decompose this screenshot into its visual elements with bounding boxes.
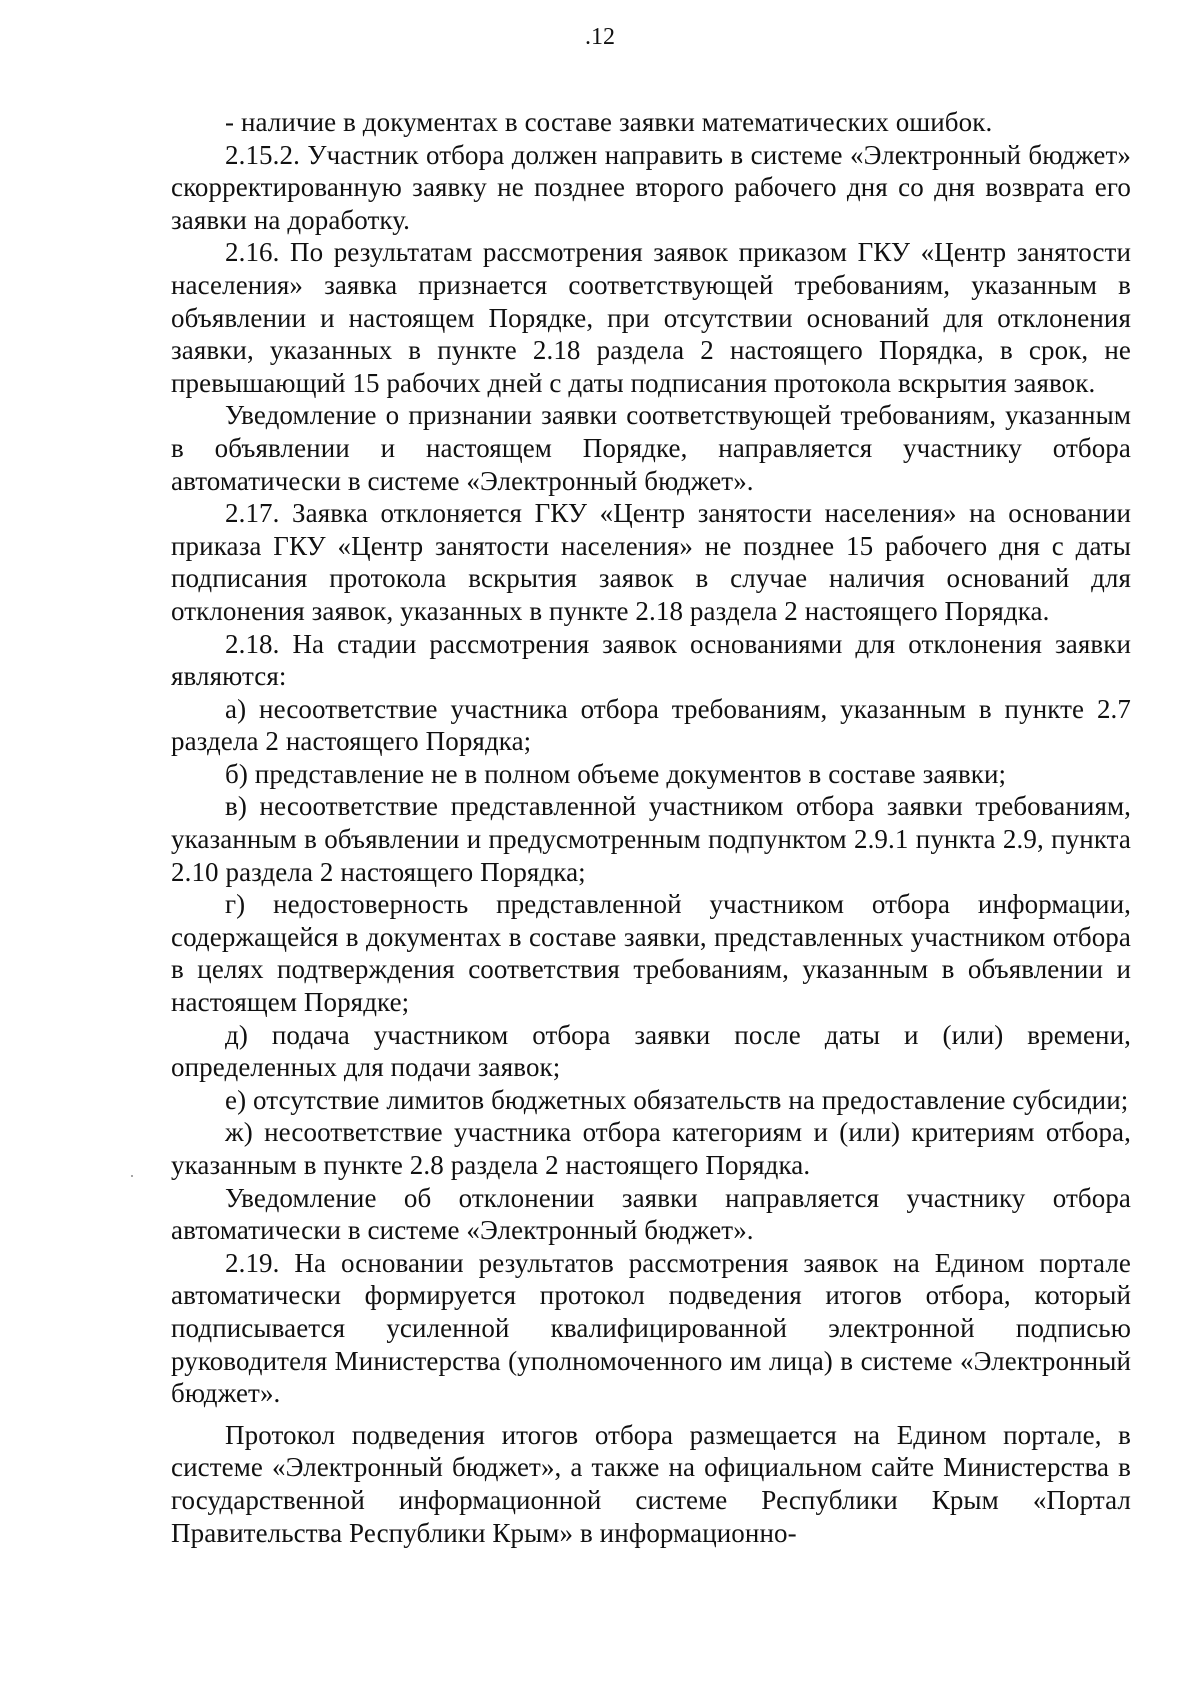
list-item-zh: ж) несоответствие участника отбора категориям и (или) критериям отбора, указанным в пункте 2.8 раздела 2 настоящего Порядка. xyxy=(171,1117,1131,1180)
paragraph-protocol-publication: Протокол подведения итогов отбора размещается на Едином портале, в системе «Электронный бюджет», а также на официальном сайте Министерства в государственной информационной системе Республики Крым «Портал Правительства Республики Крым» в информационно- xyxy=(171,1419,1131,1548)
document-body xyxy=(171,106,1131,1549)
list-item-v: в) несоответствие представленной участником отбора заявки требованиям, указанным в объявлении и предусмотренным подпунктом 2.9.1 пункта 2.9, пункта 2.10 раздела 2 настоящего Порядка; xyxy=(171,791,1131,887)
list-item-a: а) несоответствие участника отбора требованиям, указанным в пункте 2.7 раздела 2 настоящего Порядка; xyxy=(171,693,1131,757)
paragraph-2-18: 2.18. На стадии рассмотрения заявок основаниями для отклонения заявки являются: xyxy=(171,628,1131,692)
paragraph-2-16: 2.16. По результатам рассмотрения заявок приказом ГКУ «Центр занятости населения» заявка признается соответствующей требованиям, указанным в объявлении и настоящем Порядке, при отсутствии оснований для отклонения заявки, указанных в пункте 2.18 раздела 2 настоящего Порядка, в срок, не превышающий 15 рабочих дней с даты подписания протокола вскрытия заявок. xyxy=(171,237,1131,398)
paragraph-rejection-notice: Уведомление об отклонении заявки направляется участнику отбора автоматически в системе «Электронный бюджет». xyxy=(171,1182,1131,1246)
paragraph-math-errors: - наличие в документах в составе заявки математических ошибок. xyxy=(225,107,993,137)
scan-speck xyxy=(131,1175,133,1177)
paragraph-2-19: 2.19. На основании результатов рассмотрения заявок на Едином портале автоматически формируется протокол подведения итогов отбора, который подписывается усиленной квалифицированной электронной подписью руководителя Министерства (уполномоченного им лица) в системе «Электронный бюджет». xyxy=(171,1247,1131,1409)
list-item-b: б) представление не в полном объеме документов в составе заявки; xyxy=(225,758,1007,789)
paragraph-2-17: 2.17. Заявка отклоняется ГКУ «Центр занятости населения» на основании приказа ГКУ «Центр занятости населения» не позднее 15 рабочего дня с даты подписания протокола вскрытия заявок в случае наличия оснований для отклонения заявок, указанных в пункте 2.18 раздела 2 настоящего Порядка. xyxy=(171,498,1131,626)
page-number: .12 xyxy=(585,24,615,50)
list-item-e: е) отсутствие лимитов бюджетных обязательств на предоставление субсидии; xyxy=(225,1084,1129,1115)
list-item-g: г) недостоверность представленной участником отбора информации, содержащейся в документах в составе заявки, представленных участником отбора в целях подтверждения соответствия требованиям, указанным в объявлении и настоящем Порядке; xyxy=(171,889,1131,1018)
list-item-d: д) подача участником отбора заявки после даты и (или) времени, определенных для подачи заявок; xyxy=(171,1019,1131,1083)
paragraph-acceptance-notice: Уведомление о признании заявки соответствующей требованиям, указанным в объявлении и настоящем Порядке, направляется участнику отбора автоматически в системе «Электронный бюджет». xyxy=(171,400,1131,496)
paragraph-2-15-2: 2.15.2. Участник отбора должен направить в системе «Электронный бюджет» скорректированную заявку не позднее второго рабочего дня со дня возврата его заявки на доработку. xyxy=(171,139,1131,235)
